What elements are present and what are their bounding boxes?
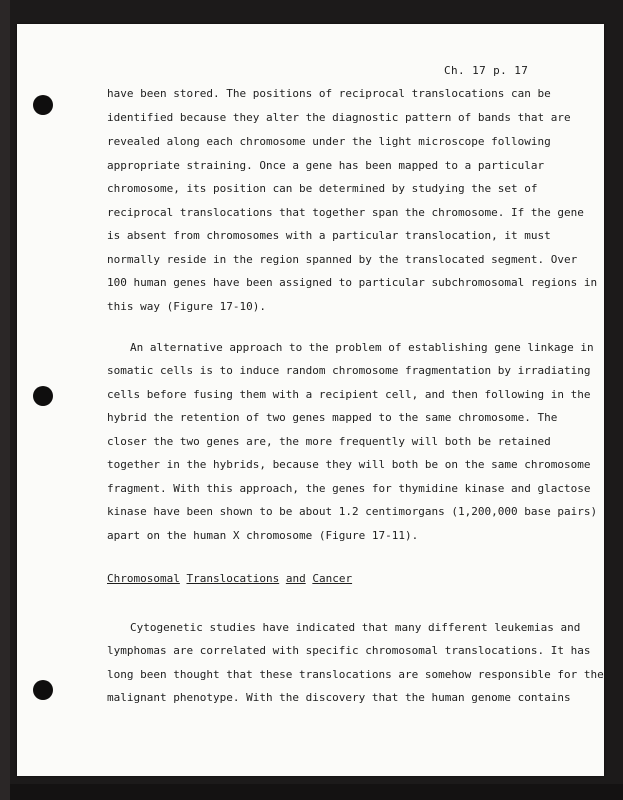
paragraph-1-line: revealed along each chromosome under the light microscope following bbox=[107, 135, 551, 148]
paragraph-2-line: hybrid the retention of two genes mapped to the same chromosome. The bbox=[107, 411, 558, 424]
punch-hole bbox=[33, 386, 53, 406]
paragraph-3-line: Cytogenetic studies have indicated that many different leukemias and bbox=[130, 621, 581, 634]
paragraph-3-line: malignant phenotype. With the discovery that the human genome contains bbox=[107, 691, 571, 704]
section-heading bbox=[107, 572, 352, 586]
paragraph-1-line: is absent from chromosomes with a particular translocation, it must bbox=[107, 229, 551, 242]
paragraph-1-line: have been stored. The positions of reciprocal translocations can be bbox=[107, 87, 551, 100]
heading-word: Chromosomal bbox=[107, 572, 180, 585]
paragraph-2-line: cells before fusing them with a recipient cell, and then following in the bbox=[107, 388, 591, 401]
paragraph-2-line: somatic cells is to induce random chromosome fragmentation by irradiating bbox=[107, 364, 591, 377]
paragraph-2-line: together in the hybrids, because they will both be on the same chromosome bbox=[107, 458, 591, 471]
paragraph-2-line: fragment. With this approach, the genes for thymidine kinase and glactose bbox=[107, 482, 591, 495]
paragraph-1-line: identified because they alter the diagnostic pattern of bands that are bbox=[107, 111, 571, 124]
scanner-background bbox=[10, 784, 623, 800]
punch-hole bbox=[33, 95, 53, 115]
paragraph-1-line: appropriate straining. Once a gene has been mapped to a particular bbox=[107, 159, 545, 172]
heading-word: and bbox=[285, 572, 306, 585]
paragraph-2-line: An alternative approach to the problem of establishing gene linkage in bbox=[130, 341, 594, 354]
page-reference: Ch. 17 p. 17 bbox=[444, 64, 529, 77]
paragraph-3-line: long been thought that these translocations are somehow responsible for the bbox=[107, 668, 604, 681]
paragraph-1-line: 100 human genes have been assigned to particular subchromosomal regions in bbox=[107, 276, 598, 289]
scanner-background bbox=[0, 0, 10, 800]
paragraph-3-line: lymphomas are correlated with specific chromosomal translocations. It has bbox=[107, 644, 591, 657]
paragraph-2-line: closer the two genes are, the more frequently will both be retained bbox=[107, 435, 551, 448]
paragraph-1-line: normally reside in the region spanned by the translocated segment. Over bbox=[107, 253, 578, 266]
heading-word: Translocations bbox=[186, 572, 280, 585]
document-page bbox=[17, 24, 604, 776]
paragraph-2-line: apart on the human X chromosome (Figure 17-11). bbox=[107, 529, 419, 542]
paragraph-2-line: kinase have been shown to be about 1.2 centimorgans (1,200,000 base pairs) bbox=[107, 505, 598, 518]
paragraph-1-line: reciprocal translocations that together span the chromosome. If the gene bbox=[107, 206, 584, 219]
paragraph-1-line: this way (Figure 17-10). bbox=[107, 300, 266, 313]
punch-hole bbox=[33, 680, 53, 700]
paragraph-1-line: chromosome, its position can be determined by studying the set of bbox=[107, 182, 538, 195]
heading-word: Cancer bbox=[312, 572, 353, 585]
